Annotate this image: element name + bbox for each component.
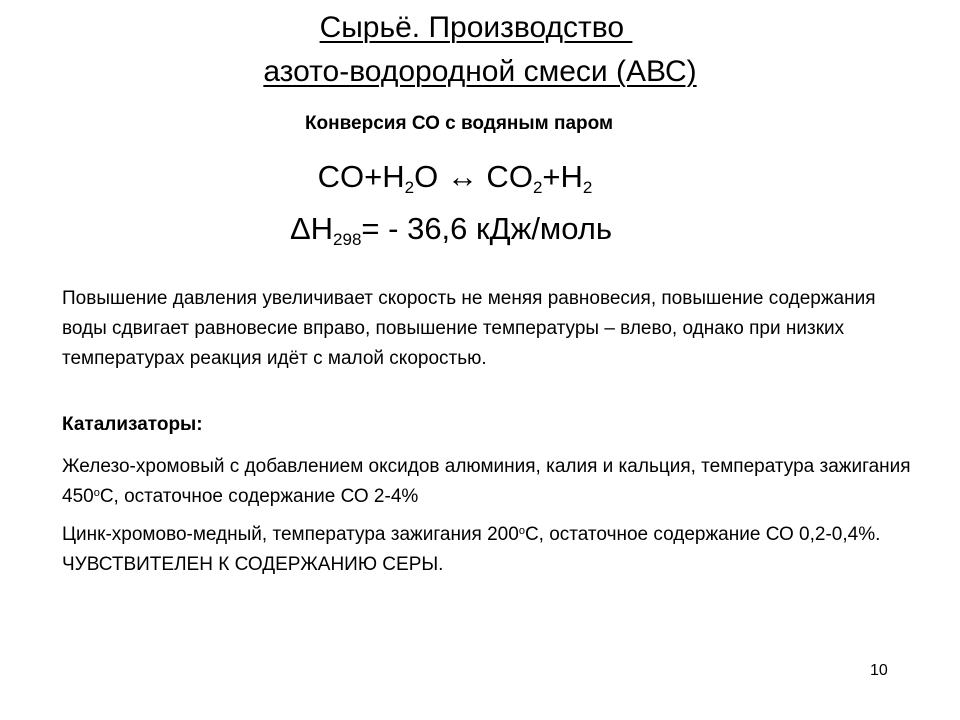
catalysts-heading: Катализаторы: (62, 414, 203, 435)
slide-title-line-2: азото-водородной смеси (АВС) (263, 55, 697, 88)
equation-part-plus-h: +H (542, 159, 583, 194)
enthalpy-equation (0, 210, 906, 248)
slide-title-line-1: Сырьё. Производство (319, 11, 633, 44)
slide-subtitle: Конверсия СО с водяным паром (304, 113, 614, 134)
equation-part-arrow: O ↔ CO (414, 159, 533, 194)
enthalpy-temperature-subscript: 298 (333, 230, 362, 249)
equation-part-co: CO+H (317, 159, 405, 194)
equilibrium-paragraph: Повышение давления увеличивает скорость не меняя равновесия, повышение содержания воды сдвигает равновесие вправо, повышение температуры – влево, однако при низких температурах реакция идёт с малой скоростью. (62, 288, 876, 369)
page-number: 10 (870, 662, 888, 679)
catalyst-iron-chromium (62, 452, 922, 512)
degree-sign: о (518, 525, 525, 537)
catalyst-1-text: Железо-хромовый с добавлением оксидов алюминия, калия и кальция, температура зажигания 450 (62, 456, 911, 507)
catalyst-2-text: Цинк-хромово-медный, температура зажигания 200 (62, 524, 519, 545)
reaction-equation (0, 158, 910, 196)
enthalpy-value: = - 36,6 кДж/моль (361, 211, 613, 246)
catalyst-1-text-end: С, остаточное содержание СО 2-4% (99, 486, 419, 507)
enthalpy-delta-h: ΔH (289, 211, 334, 246)
catalyst-zinc-chromium-copper (62, 520, 922, 580)
degree-sign: о (93, 487, 100, 499)
catalyst-2-text-end: С, остаточное содержание СО 0,2-0,4%. ЧУВСТВИТЕЛЕН К СОДЕРЖАНИЮ СЕРЫ. (62, 524, 881, 575)
equation-subscript-co2: 2 (532, 178, 543, 197)
equation-subscript-h2o: 2 (404, 178, 415, 197)
equation-subscript-h2: 2 (582, 178, 593, 197)
